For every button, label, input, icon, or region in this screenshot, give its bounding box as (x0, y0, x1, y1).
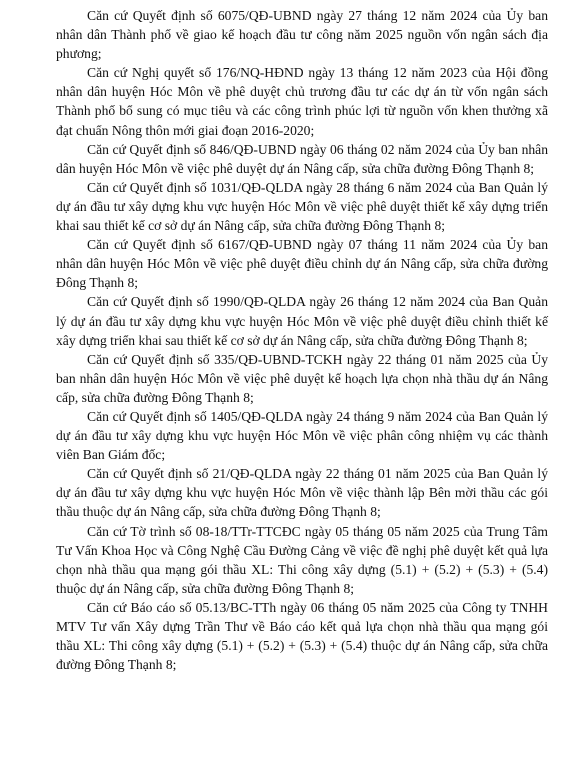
legal-basis-paragraph: Căn cứ Quyết định số 6167/QĐ-UBND ngày 07 tháng 11 năm 2024 của Ủy ban nhân dân huyện Hóc Môn về việc phê duyệt điều chỉnh dự án Nâng cấp, sửa chữa đường Đông Thạnh 8; (56, 237, 548, 291)
legal-basis-paragraph: Căn cứ Quyết định số 1990/QĐ-QLDA ngày 26 tháng 12 năm 2024 của Ban Quản lý dự án đầu tư xây dựng khu vực huyện Hóc Môn về việc phê duyệt điều chỉnh thiết kế xây dựng triển khai sau thiết kế cơ sở dự án Nâng cấp, sửa chữa đường Đông Thạnh 8; (56, 294, 548, 348)
legal-basis-paragraph: Căn cứ Báo cáo số 05.13/BC-TTh ngày 06 tháng 05 năm 2025 của Công ty TNHH MTV Tư vấn Xây dựng Trần Thư về Báo cáo kết quả lựa chọn nhà thầu qua mạng gói thầu XL: Thi công xây dựng (5.1) + (5.2) + (5.3) + (5.4) thuộc dự án Nâng cấp, sửa chữa đường Đông Thạnh 8; (56, 599, 548, 673)
legal-basis-paragraph: Căn cứ Quyết định số 335/QĐ-UBND-TCKH ngày 22 tháng 01 năm 2025 của Ủy ban nhân dân huyện Hóc Môn về việc phê duyệt kế hoạch lựa chọn nhà thầu dự án Nâng cấp, sửa chữa đường Đông Thạnh 8; (56, 351, 548, 405)
legal-basis-paragraph: Căn cứ Quyết định số 21/QĐ-QLDA ngày 22 tháng 01 năm 2025 của Ban Quản lý dự án đầu tư xây dựng khu vực huyện Hóc Môn về việc thành lập Bên mời thầu các gói thầu thuộc dự án Nâng cấp, sửa chữa đường Đông Thạnh 8; (56, 466, 548, 520)
legal-basis-paragraph: Căn cứ Quyết định số 1031/QĐ-QLDA ngày 28 tháng 6 năm 2024 của Ban Quản lý dự án đầu tư xây dựng khu vực huyện Hóc Môn về việc phê duyệt thiết kế xây dựng triển khai sau thiết kế cơ sở dự án Nâng cấp, sửa chữa đường Đông Thạnh 8; (56, 179, 548, 234)
legal-basis-paragraph: Căn cứ Quyết định số 6075/QĐ-UBND ngày 27 tháng 12 năm 2024 của Ủy ban nhân dân Thành phố về giao kế hoạch đầu tư công năm 2025 nguồn vốn ngân sách địa phương; (56, 8, 548, 62)
legal-basis-paragraph: Căn cứ Nghị quyết số 176/NQ-HĐND ngày 13 tháng 12 năm 2023 của Hội đồng nhân dân huyện Hóc Môn về phê duyệt chủ trương đầu tư các dự án từ vốn ngân sách Thành phố bổ sung có mục tiêu và các công trình phúc lợi từ nguồn vốn khen thưởng xã đạt chuẩn Nông thôn mới giai đoạn 2016-2020; (56, 65, 548, 138)
legal-basis-paragraph: Căn cứ Tờ trình số 08-18/TTr-TTCĐC ngày 05 tháng 05 năm 2025 của Trung Tâm Tư Vấn Khoa Học và Công Nghệ Cầu Đường Cảng về việc đề nghị phê duyệt kết quả lựa chọn nhà thầu qua mạng gói thầu XL: Thi công xây dựng (5.1) + (5.2) + (5.3) + (5.4) thuộc dự án Nâng cấp, sửa chữa đường Đông Thạnh 8; (56, 523, 548, 596)
legal-basis-paragraph: Căn cứ Quyết định số 1405/QĐ-QLDA ngày 24 tháng 9 năm 2024 của Ban Quản lý dự án đầu tư xây dựng khu vực huyện Hóc Môn về việc phân công nhiệm vụ các thành viên Ban Giám đốc; (56, 408, 548, 463)
legal-basis-paragraph: Căn cứ Quyết định số 846/QĐ-UBND ngày 06 tháng 02 năm 2024 của Ủy ban nhân dân huyện Hóc Môn về việc phê duyệt dự án Nâng cấp, sửa chữa đường Đông Thạnh 8; (56, 141, 548, 176)
